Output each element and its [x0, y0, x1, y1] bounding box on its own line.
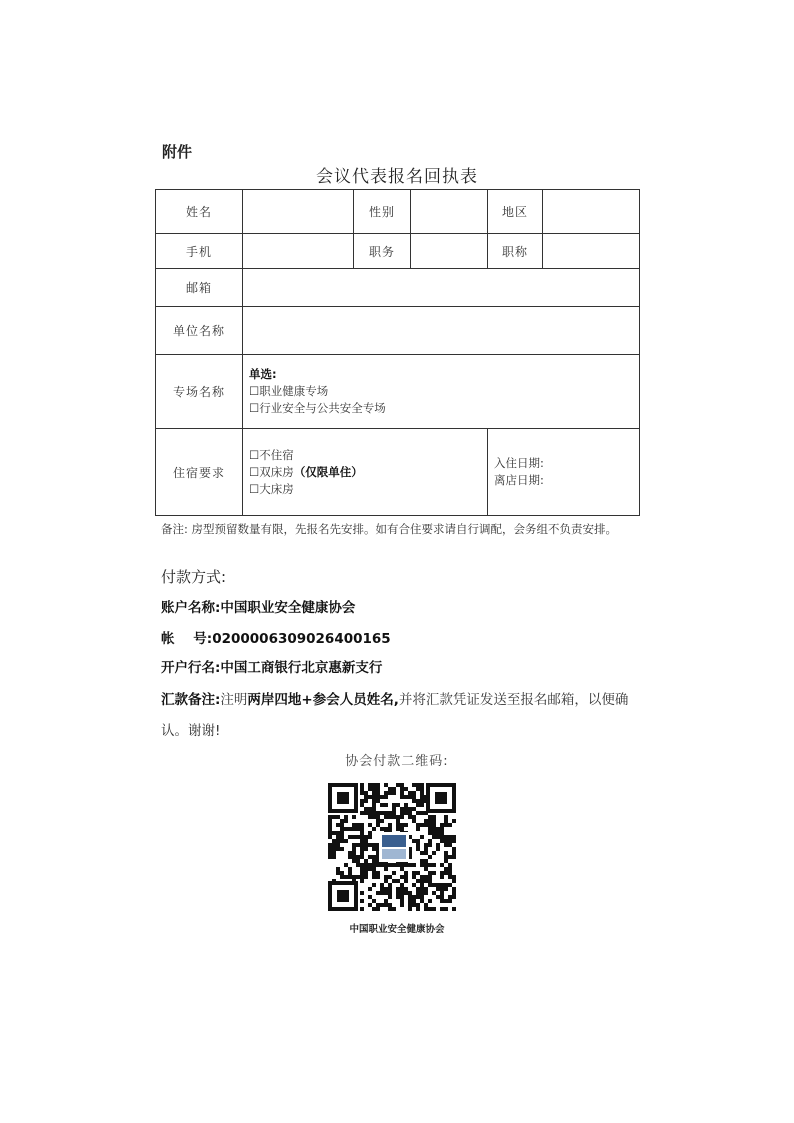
track-options	[243, 355, 640, 429]
remark-pre: 注明	[220, 692, 248, 708]
org-label: 单位名称	[156, 307, 243, 355]
title-field[interactable]	[543, 234, 640, 269]
bank-label: 开户行名:	[161, 660, 221, 676]
name-label: 姓名	[156, 190, 243, 234]
account-name-value: 中国职业安全健康协会	[220, 600, 356, 616]
region-field[interactable]	[543, 190, 640, 234]
track-option-occupational-health[interactable]: ☐职业健康专场	[249, 384, 329, 398]
lodging-twin-label: ☐双床房	[249, 464, 294, 479]
checkin-label[interactable]: 入住日期:	[494, 456, 544, 470]
remark-label: 汇款备注:	[161, 692, 221, 708]
lodging-option-king[interactable]: ☐大床房	[249, 481, 294, 496]
account-name-line	[161, 596, 355, 616]
position-label: 职务	[354, 234, 411, 269]
email-label: 邮箱	[156, 269, 243, 307]
position-field[interactable]	[411, 234, 488, 269]
name-field[interactable]	[243, 190, 354, 234]
gender-field[interactable]	[411, 190, 488, 234]
track-label: 专场名称	[156, 355, 243, 429]
lodging-label: 住宿要求	[156, 429, 243, 516]
account-name-label: 账户名称:	[161, 600, 221, 616]
bank-line	[161, 656, 382, 676]
region-label: 地区	[488, 190, 543, 234]
phone-label: 手机	[156, 234, 243, 269]
lodging-option-none[interactable]: ☐不住宿	[249, 447, 294, 462]
lodging-twin-note: （仅限单住）	[293, 464, 363, 479]
account-number-line	[161, 627, 391, 647]
payment-qr-code-icon	[327, 782, 457, 912]
lodging-options	[243, 429, 488, 516]
account-number-value: 0200006309026400165	[212, 631, 391, 647]
bank-value: 中国工商银行北京惠新支行	[220, 660, 383, 676]
document-title: 会议代表报名回执表	[316, 167, 478, 187]
registration-form-table	[155, 189, 640, 516]
checkout-label[interactable]: 离店日期:	[494, 473, 544, 487]
attachment-label: 附件	[162, 143, 193, 161]
phone-field[interactable]	[243, 234, 354, 269]
remark-post: 并将汇款凭证发送至报名邮箱，以便确认。谢谢!	[161, 692, 629, 739]
gender-label: 性别	[354, 190, 411, 234]
email-field[interactable]	[243, 269, 640, 307]
org-field[interactable]	[243, 307, 640, 355]
track-hint: 单选:	[249, 367, 277, 381]
track-option-industry-safety[interactable]: ☐行业安全与公共安全专场	[249, 401, 386, 415]
lodging-dates	[488, 429, 640, 516]
payment-heading: 付款方式:	[161, 568, 227, 586]
lodging-option-twin[interactable]	[249, 464, 487, 481]
booking-note: 备注: 房型预留数量有限，先报名先安排。如有合住要求请自行调配，会务组不负责安排。	[161, 522, 618, 536]
title-label: 职称	[488, 234, 543, 269]
qr-organization-name: 中国职业安全健康协会	[349, 924, 445, 935]
qr-caption: 协会付款二维码:	[345, 754, 449, 769]
remark-bold: 两岸四地+参会人员姓名,	[247, 692, 399, 708]
remittance-remark	[161, 685, 641, 747]
account-number-label: 帐 号:	[161, 631, 213, 647]
